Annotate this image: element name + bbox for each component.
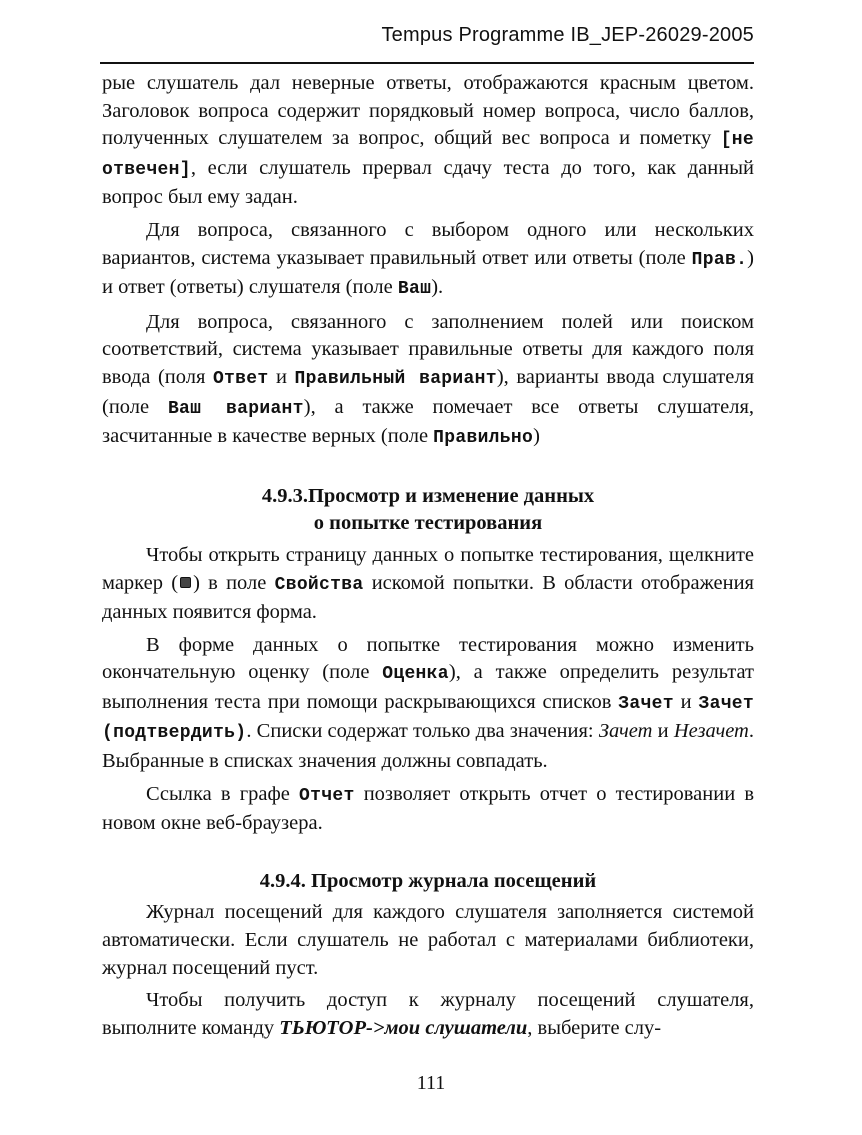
section-heading-4-9-3 [102,483,754,538]
text-run: Для вопроса, связанного с выбором одного или нескольких вариантов, система указывает правильный ответ или ответы (поле [102,218,754,269]
paragraph-fill-questions [102,309,754,453]
text-run: Ссылка в графе [146,782,300,805]
header-rule [100,62,754,64]
text-run: и [673,690,699,713]
page-number: 111 [416,1072,446,1094]
paragraph-visit-log-access [102,987,754,1042]
text-run: Чтобы получить доступ к журналу посещений слушателя, выполните команду [102,989,754,1039]
code-column-report: Отчет [299,785,355,806]
code-field-right-variant: Правильный вариант [294,368,497,389]
code-field-answer: Ответ [212,368,269,389]
code-list-pass-confirm: Зачет (подтвердить) [102,693,754,744]
text-run: позволяет открыть отчет о тестировании в новом окне веб-браузера. [102,782,754,835]
text-run: ) и ответ (ответы) слушателя (поле [102,246,754,299]
heading-title: . Просмотр журнала посещений [300,869,597,892]
value-pass: Зачет [598,720,653,743]
text-run: ), варианты ввода слушателя (поле [102,365,754,418]
code-field-your-variant: Ваш вариант [167,398,304,419]
paragraph-choice-questions [102,217,754,304]
paragraph-visit-log [102,899,754,982]
text-run: . Списки содержат только два значения: [246,720,599,743]
value-fail: Незачет [673,720,749,743]
text-run: ). [431,276,444,299]
paragraph-report-link [102,781,754,838]
text-run: , если слушатель прервал сдачу теста до того, как данный вопрос был ему задан. [102,156,754,209]
section-heading-4-9-4 [102,868,754,896]
heading-line: 4.9.3.Просмотр и изменение данных [261,484,595,507]
text-run: В форме данных о попытке тестирования можно изменить окончательную оценку (поле [102,633,754,684]
command-tutor-students: ТЬЮТОР->мои слушатели [279,1016,528,1039]
text-run: и [652,720,674,743]
paragraph-attempt-form [102,632,754,776]
heading-line: о попытке тестирования [313,512,543,535]
text-run: рые слушатель дал неверные ответы, отображаются красным цветом. Заголовок вопроса содержит порядковый номер вопроса, число баллов, полученных слушателем за вопрос, общий вес вопроса и пометку [102,72,754,150]
text-run: Журнал посещений для каждого слушателя заполняется системой автоматически. Если слушатель не работал с материалами библиотеки, журнал посещений пуст. [102,901,754,979]
marker-icon [180,577,191,588]
text-run: Чтобы открыть страницу данных о попытке тестирования, щелкните маркер ( [102,543,754,594]
text-run: ) в поле [193,571,275,594]
text-run: и [268,365,295,388]
text-run: ) [533,425,540,448]
heading-number: 4.9.4 [259,869,301,892]
text-run: искомой попытки. В области отображения данных появится форма. [102,571,754,624]
code-not-answered: [не отвечен] [102,130,754,180]
text-run: Для вопроса, связанного с заполнением полей или поиском соответствий, система указывает правильные ответы для каждого поля ввода (поля [102,310,754,388]
paragraph-answer-colors [102,70,754,212]
code-list-pass: Зачет [618,693,674,714]
code-field-grade: Оценка [382,664,449,685]
text-run: ), а также определить результат выполнения теста при помощи раскрывающихся списков [102,661,754,713]
text-run: ), а также помечает все ответы слушателя, засчитанные в качестве верных (поле [102,395,755,448]
paragraph-open-attempt [102,542,754,627]
text-run: , выберите слу- [527,1016,662,1039]
code-field-yours: Ваш [397,279,432,300]
text-run: . Выбранные в списках значения должны совпадать. [102,720,754,773]
code-field-properties: Свойства [274,574,364,595]
code-field-right: Правильно [433,428,534,449]
running-header: Tempus Programme IB_JEP-26029-2005 [381,24,754,46]
body-text [102,70,754,1047]
code-field-correct: Прав. [691,249,748,270]
